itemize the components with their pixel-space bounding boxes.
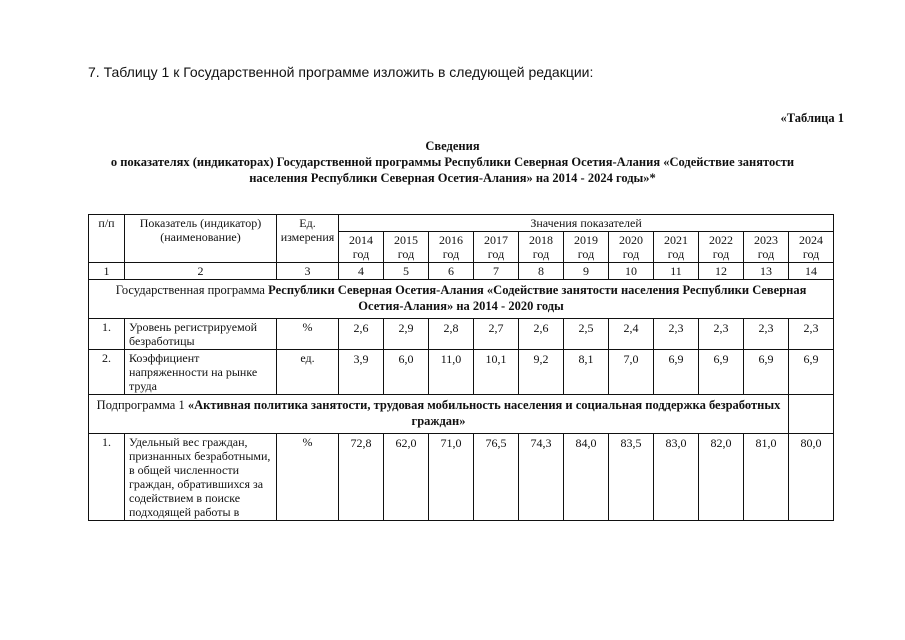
value-cell: 80,0 (789, 434, 834, 521)
value-cell: 6,9 (699, 350, 744, 395)
value-cell: 6,9 (744, 350, 789, 395)
year-word: год (352, 247, 370, 261)
year-value: 2023 (754, 233, 778, 247)
table-row (89, 350, 834, 395)
header-num: п/п (89, 215, 125, 263)
year-value: 2024 (799, 233, 824, 247)
value-cell: 84,0 (564, 434, 609, 521)
value-cell: 2,6 (519, 319, 564, 350)
header-year (519, 232, 564, 263)
header-year (609, 232, 654, 263)
header-year (429, 232, 474, 263)
column-number: 5 (384, 263, 429, 280)
value-cell: 2,7 (474, 319, 519, 350)
section-subprogram-title: «Активная политика занятости, трудовая мобильность населения и социальная поддержка безработных граждан» (187, 398, 781, 428)
value-cell: 62,0 (384, 434, 429, 521)
row-number: 1. (89, 434, 125, 521)
indicators-table (88, 214, 834, 521)
value-cell: 6,9 (654, 350, 699, 395)
column-number: 12 (699, 263, 744, 280)
year-word: год (577, 247, 595, 261)
year-value: 2022 (709, 233, 733, 247)
header-indicator: Показатель (индикатор) (наименование) (125, 215, 277, 263)
value-cell: 81,0 (744, 434, 789, 521)
header-year (474, 232, 519, 263)
value-cell: 74,3 (519, 434, 564, 521)
value-cell: 72,8 (339, 434, 384, 521)
value-cell: 2,3 (744, 319, 789, 350)
column-number: 7 (474, 263, 519, 280)
column-number: 4 (339, 263, 384, 280)
value-cell: 7,0 (609, 350, 654, 395)
section-row-subprogram (89, 395, 834, 434)
year-value: 2021 (664, 233, 688, 247)
column-number: 9 (564, 263, 609, 280)
header-year (654, 232, 699, 263)
column-number: 2 (125, 263, 277, 280)
table-heading (40, 138, 865, 186)
year-value: 2017 (484, 233, 508, 247)
value-cell: 6,0 (384, 350, 429, 395)
section-subprogram-empty (789, 395, 834, 434)
year-word: год (487, 247, 505, 261)
indicator-name: Удельный вес граждан, признанных безработными, в общей численности граждан, обратившихся за содействием в поиске подходящей работы в (125, 434, 277, 521)
column-number: 3 (277, 263, 339, 280)
unit-cell: % (277, 434, 339, 521)
column-number: 10 (609, 263, 654, 280)
value-cell: 71,0 (429, 434, 474, 521)
year-value: 2014 (349, 233, 373, 247)
row-number: 2. (89, 350, 125, 395)
year-value: 2018 (529, 233, 553, 247)
column-number: 1 (89, 263, 125, 280)
heading-line-2: о показателях (индикаторах) Государственной программы Республики Северная Осетия-Алания «Содействие занятости (110, 155, 795, 169)
value-cell: 2,5 (564, 319, 609, 350)
year-value: 2016 (439, 233, 463, 247)
year-word: год (802, 247, 820, 261)
year-word: год (532, 247, 550, 261)
table-label: «Таблица 1 (780, 111, 844, 125)
header-year (384, 232, 429, 263)
table-row (89, 319, 834, 350)
header-year (744, 232, 789, 263)
year-word: год (622, 247, 640, 261)
value-cell: 82,0 (699, 434, 744, 521)
column-number: 8 (519, 263, 564, 280)
section-subprogram-plain: Подпрограмма 1 (96, 398, 188, 412)
column-numbers-row (89, 263, 834, 280)
header-year (699, 232, 744, 263)
value-cell: 2,6 (339, 319, 384, 350)
section-subprogram (89, 395, 789, 434)
value-cell: 2,3 (654, 319, 699, 350)
header-unit: Ед. измерения (277, 215, 339, 263)
header-year (339, 232, 384, 263)
year-word: год (442, 247, 460, 261)
heading-line-3: населения Республики Северная Осетия-Алания» на 2014 - 2024 годы»* (249, 171, 656, 185)
value-cell: 9,2 (519, 350, 564, 395)
header-values-group: Значения показателей (339, 215, 834, 232)
value-cell: 6,9 (789, 350, 834, 395)
year-word: год (757, 247, 775, 261)
indicator-name: Уровень регистрируемой безработицы (125, 319, 277, 350)
value-cell: 11,0 (429, 350, 474, 395)
column-number: 6 (429, 263, 474, 280)
unit-cell: % (277, 319, 339, 350)
column-number: 11 (654, 263, 699, 280)
value-cell: 83,0 (654, 434, 699, 521)
section-program (89, 280, 834, 319)
header-year (789, 232, 834, 263)
section-row-program (89, 280, 834, 319)
value-cell: 2,4 (609, 319, 654, 350)
year-word: год (712, 247, 730, 261)
year-word: год (397, 247, 415, 261)
unit-cell: ед. (277, 350, 339, 395)
value-cell: 8,1 (564, 350, 609, 395)
value-cell: 76,5 (474, 434, 519, 521)
value-cell: 2,3 (789, 319, 834, 350)
indicator-name: Коэффициент напряженности на рынке труда (125, 350, 277, 395)
year-value: 2019 (574, 233, 598, 247)
column-number: 14 (789, 263, 834, 280)
value-cell: 83,5 (609, 434, 654, 521)
row-number: 1. (89, 319, 125, 350)
value-cell: 2,9 (384, 319, 429, 350)
value-cell: 2,8 (429, 319, 474, 350)
table-row (89, 434, 834, 521)
value-cell: 10,1 (474, 350, 519, 395)
header-year (564, 232, 609, 263)
section-program-plain: Государственная программа (115, 283, 269, 297)
year-word: год (667, 247, 685, 261)
section-program-title: Республики Северная Осетия-Алания «Содействие занятости населения Республики Северная Осетия-Алания» на 2014 - 2020 годы (268, 283, 807, 313)
value-cell: 3,9 (339, 350, 384, 395)
value-cell: 2,3 (699, 319, 744, 350)
column-number: 13 (744, 263, 789, 280)
year-value: 2015 (394, 233, 418, 247)
intro-text: 7. Таблицу 1 к Государственной программе изложить в следующей редакции: (88, 64, 594, 80)
header-row-1 (89, 215, 834, 232)
year-value: 2020 (619, 233, 643, 247)
heading-line-1: Сведения (425, 139, 480, 153)
